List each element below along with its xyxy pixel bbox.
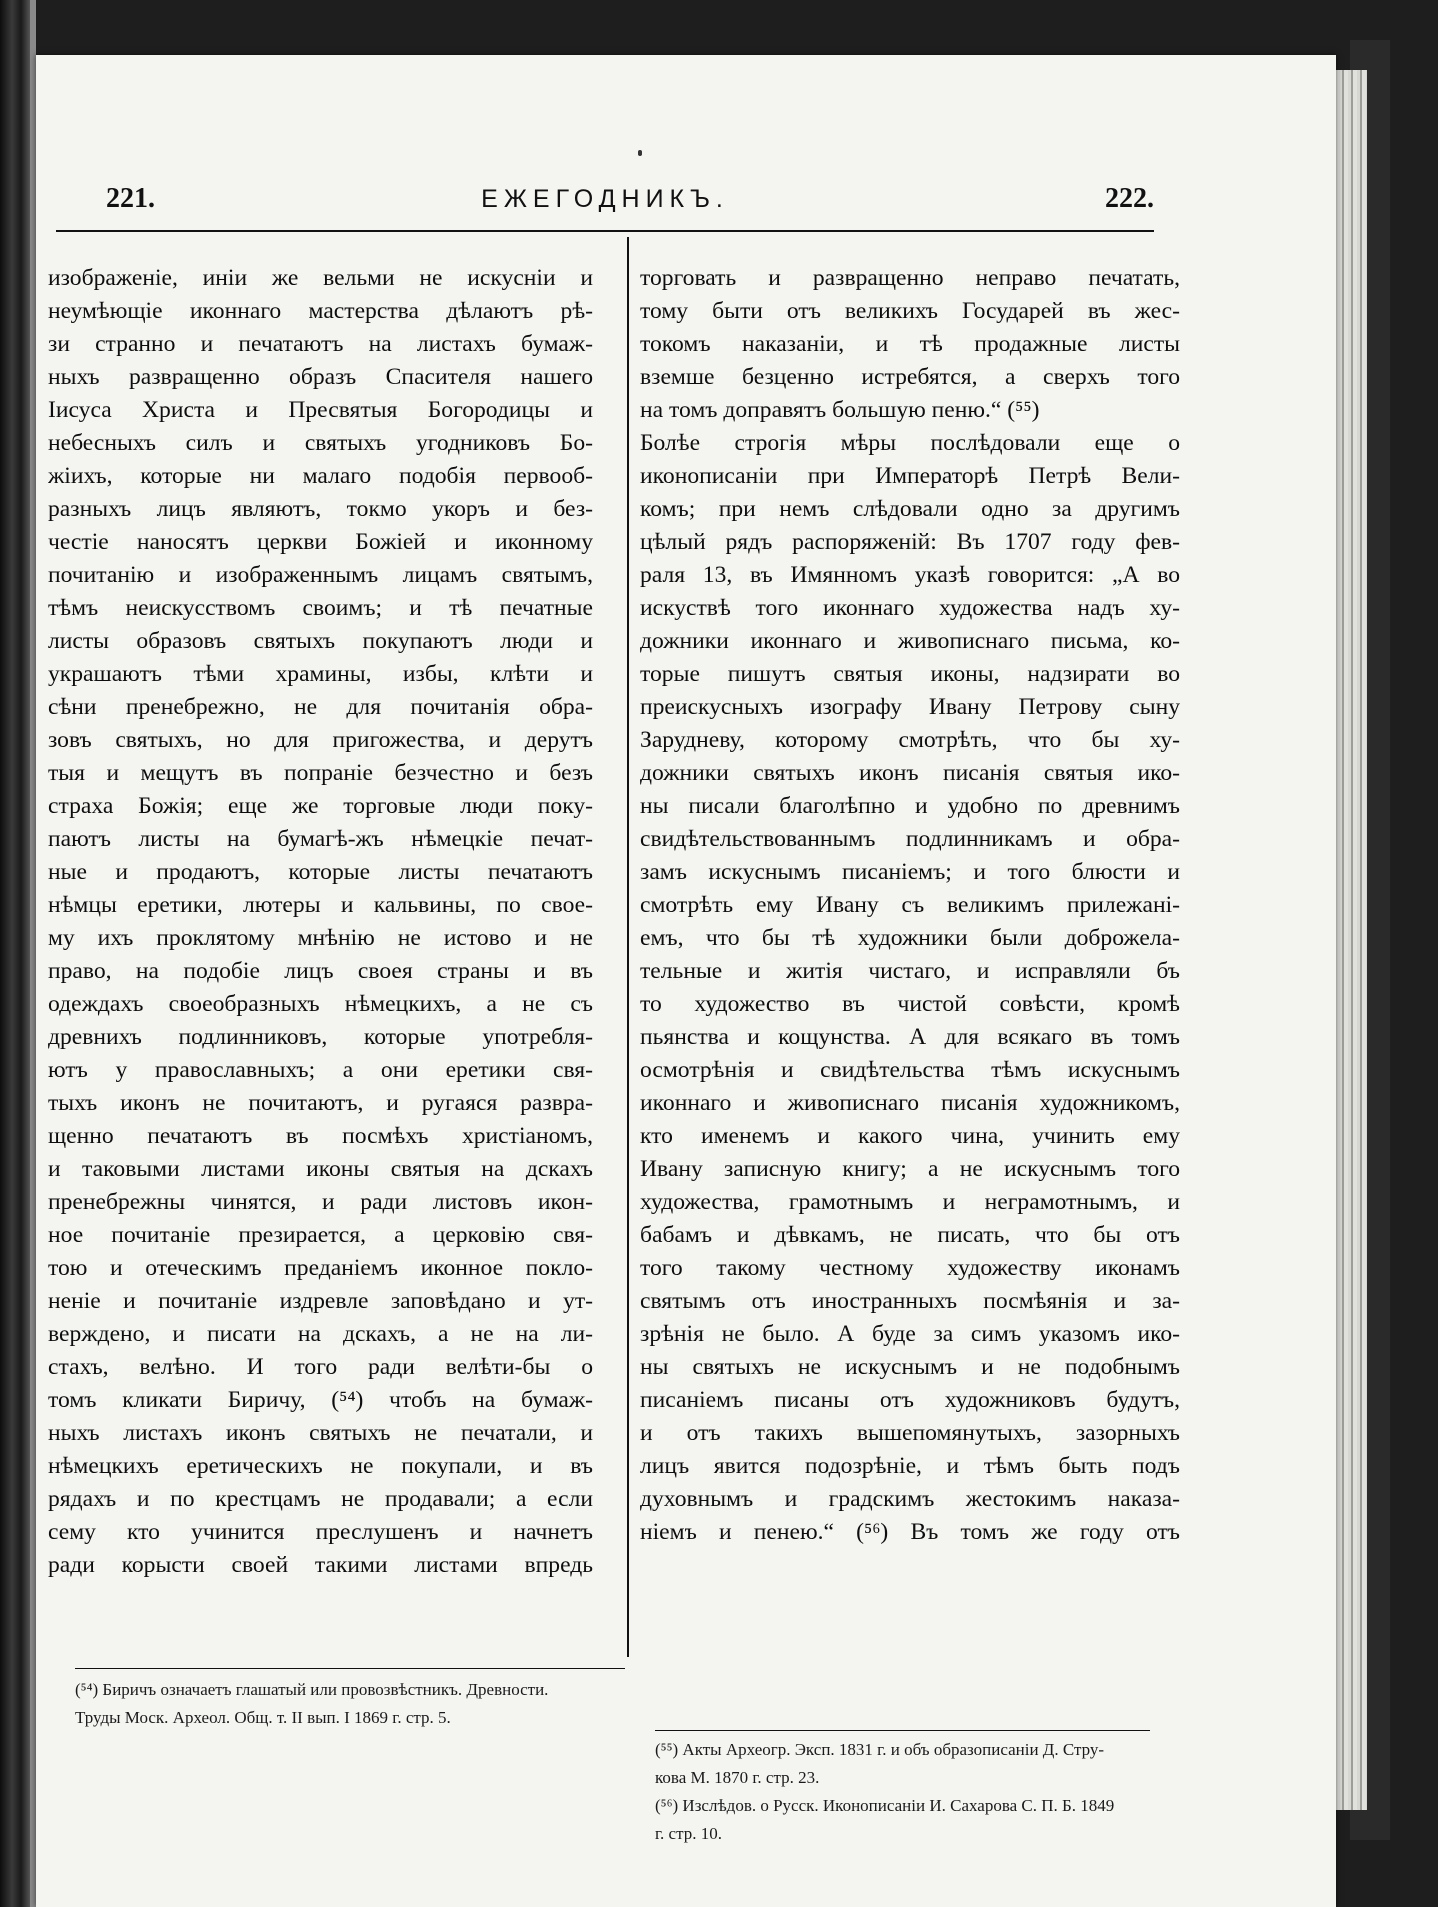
footnote-line: Труды Моск. Археол. Общ. т. II вып. I 1869 г. стр. 5. bbox=[75, 1708, 451, 1727]
left-footnotes bbox=[75, 1676, 640, 1732]
footnote-line: кова М. 1870 г. стр. 23. bbox=[655, 1768, 820, 1787]
text-line: страха Божія; еще же торговые люди поку- bbox=[48, 793, 593, 819]
text-line: кто именемъ и какого чина, учинить ему bbox=[640, 1123, 1180, 1149]
text-line: разныхъ лицъ являютъ, токмо укоръ и без- bbox=[48, 496, 593, 522]
book-spine-shadow bbox=[0, 0, 30, 1907]
text-line: Ивану записную книгу; а не искуснымъ того bbox=[640, 1156, 1180, 1182]
text-line: сему кто учинится преслушенъ и начнетъ bbox=[48, 1519, 593, 1545]
text-line: жіихъ, которые ни малаго подобія первооб- bbox=[48, 463, 593, 489]
text-line: Зарудневу, которому смотрѣть, что бы ху- bbox=[640, 727, 1180, 753]
text-line: емъ, что бы тѣ художники были доброжела- bbox=[640, 925, 1180, 951]
text-line: зрѣнія не было. А буде за симъ указомъ ико- bbox=[640, 1321, 1180, 1347]
text-line: неніе и почитаніе издревле заповѣдано и ут- bbox=[48, 1288, 593, 1314]
text-line: пьянства и кощунства. А для всякаго въ томъ bbox=[640, 1024, 1180, 1050]
text-line: верждено, и писати на дскахъ, а не на ли- bbox=[48, 1321, 593, 1347]
print-mark bbox=[638, 150, 642, 156]
text-line: тому быти отъ великихъ Государей въ жес- bbox=[640, 298, 1180, 324]
text-line: небесныхъ силъ и святыхъ угодниковъ Бо- bbox=[48, 430, 593, 456]
text-line: тыхъ иконъ не почитаютъ, и ругаяся развра- bbox=[48, 1090, 593, 1116]
text-line: пренебрежны чинятся, и ради листовъ икон- bbox=[48, 1189, 593, 1215]
text-line: ное почитаніе презирается, а церковію свя- bbox=[48, 1222, 593, 1248]
text-line: того такому честному художеству иконамъ bbox=[640, 1255, 1180, 1281]
footnote-line: г. стр. 10. bbox=[655, 1824, 722, 1843]
text-line: на томъ доправятъ большую пеню.“ (⁵⁵) bbox=[640, 397, 1040, 423]
text-line: искуствѣ того иконнаго художества надъ ху- bbox=[640, 595, 1180, 621]
text-line: сѣни пренебрежно, не для почитанія обра- bbox=[48, 694, 593, 720]
running-title: ЕЖЕГОДНИКЪ. bbox=[481, 185, 729, 213]
text-line: бабамъ и дѣвкамъ, не писать, что бы отъ bbox=[640, 1222, 1180, 1248]
text-line: художества, грамотнымъ и неграмотнымъ, и bbox=[640, 1189, 1180, 1215]
text-line: и таковыми листами иконы святыя на дскахъ bbox=[48, 1156, 593, 1182]
text-line: комъ; при немъ слѣдовали одно за другимъ bbox=[640, 496, 1180, 522]
text-line: право, на подобіе лицъ своея страны и въ bbox=[48, 958, 593, 984]
text-line: дожники иконнаго и живописнаго письма, ко- bbox=[640, 628, 1180, 654]
right-footnotes bbox=[655, 1736, 1155, 1848]
text-line: ніемъ и пенею.“ (⁵⁶) Въ томъ же году отъ bbox=[640, 1519, 1180, 1545]
left-text-column bbox=[48, 262, 593, 1582]
text-line: святымъ отъ иностранныхъ посмѣянія и за- bbox=[640, 1288, 1180, 1314]
text-line: токомъ наказаніи, и тѣ продажные листы bbox=[640, 331, 1180, 357]
text-line: зовъ святыхъ, но для пригожества, и дерутъ bbox=[48, 727, 593, 753]
text-line: ради корысти своей такими листами впредь bbox=[48, 1552, 593, 1578]
text-line: украшаютъ тѣми храмины, избы, клѣти и bbox=[48, 661, 593, 687]
text-line: честіе наносятъ церкви Божіей и иконному bbox=[48, 529, 593, 555]
text-line: вземше безценно истребятся, а сверхъ того bbox=[640, 364, 1180, 390]
text-line: листы образовъ святыхъ покупаютъ люди и bbox=[48, 628, 593, 654]
text-line: иконнаго и живописнаго писанія художникомъ, bbox=[640, 1090, 1180, 1116]
text-line: изображеніе, иніи же вельми не искусніи и bbox=[48, 265, 593, 291]
right-page-number: 222. bbox=[1105, 183, 1154, 214]
footnote-line: (⁵⁴) Биричъ означаетъ глашатый или провозвѣстникъ. Древности. bbox=[75, 1680, 549, 1699]
text-line: ны писали благолѣпно и удобно по древнимъ bbox=[640, 793, 1180, 819]
text-line: ныхъ листахъ иконъ святыхъ не печатали, и bbox=[48, 1420, 593, 1446]
text-line: духовнымъ и градскимъ жестокимъ наказа- bbox=[640, 1486, 1180, 1512]
text-line: нѣмецкихъ еретическихъ не покупали, и въ bbox=[48, 1453, 593, 1479]
text-line: ютъ у православныхъ; а они еретики свя- bbox=[48, 1057, 593, 1083]
right-text-column bbox=[640, 262, 1180, 1549]
text-line: томъ кликати Биричу, (⁵⁴) чтобъ на бумаж- bbox=[48, 1387, 593, 1413]
text-line: му ихъ проклятому мнѣнію не истово и не bbox=[48, 925, 593, 951]
text-line: смотрѣть ему Ивану съ великимъ прилежані- bbox=[640, 892, 1180, 918]
text-line: и отъ такихъ вышепомянутыхъ, зазорныхъ bbox=[640, 1420, 1180, 1446]
text-line: щенно печатаютъ въ посмѣхъ христіаномъ, bbox=[48, 1123, 593, 1149]
text-line: дожники святыхъ иконъ писанія святыя ико- bbox=[640, 760, 1180, 786]
text-line: иконописаніи при Императорѣ Петрѣ Вели- bbox=[640, 463, 1180, 489]
text-line: то художество въ чистой совѣсти, кромѣ bbox=[640, 991, 1180, 1017]
left-page-number: 221. bbox=[106, 183, 155, 214]
text-line: лицъ явится подозрѣніе, и тѣмъ быть подъ bbox=[640, 1453, 1180, 1479]
text-line: ные и продаютъ, которые листы печатаютъ bbox=[48, 859, 593, 885]
text-line: торговать и развращенно неправо печатать, bbox=[640, 265, 1180, 291]
text-line: рядахъ и по крестцамъ не продавали; а если bbox=[48, 1486, 593, 1512]
footnote-line: (⁵⁶) Изслѣдов. о Русск. Иконописаніи И. Сахарова С. П. Б. 1849 bbox=[655, 1796, 1115, 1815]
running-header bbox=[56, 175, 1154, 232]
text-line: ныхъ развращенно образъ Спасителя нашего bbox=[48, 364, 593, 390]
text-line: свидѣтельствованнымъ подлинникамъ и обра- bbox=[640, 826, 1180, 852]
text-line: стахъ, велѣно. И того ради велѣти-бы о bbox=[48, 1354, 593, 1380]
text-line: тыя и мещутъ въ попраніе безчестно и безъ bbox=[48, 760, 593, 786]
text-line: нѣмцы еретики, лютеры и кальвины, по свое- bbox=[48, 892, 593, 918]
text-line: преискусныхъ изографу Ивану Петрову сыну bbox=[640, 694, 1180, 720]
text-line: Іисуса Христа и Пресвятыя Богородицы и bbox=[48, 397, 593, 423]
right-footnote-rule bbox=[655, 1730, 1150, 1731]
text-line: замъ искуснымъ писаніемъ; и того блюсти и bbox=[640, 859, 1180, 885]
text-line: цѣлый рядъ распоряженій: Въ 1707 году фев- bbox=[640, 529, 1180, 555]
text-line: тѣмъ неискусствомъ своимъ; и тѣ печатные bbox=[48, 595, 593, 621]
text-line: осмотрѣнія и свидѣтельства тѣмъ искуснымъ bbox=[640, 1057, 1180, 1083]
text-line: торые пишутъ святыя иконы, надзирати во bbox=[640, 661, 1180, 687]
text-line: раля 13, въ Имянномъ указѣ говорится: „А во bbox=[640, 562, 1180, 588]
text-line: одеждахъ своеобразныхъ нѣмецкихъ, а не съ bbox=[48, 991, 593, 1017]
text-line: тою и отеческимъ преданіемъ иконное покло- bbox=[48, 1255, 593, 1281]
left-footnote-rule bbox=[75, 1668, 625, 1669]
column-divider bbox=[627, 237, 629, 1657]
text-line: ны святыхъ не искуснымъ и не подобнымъ bbox=[640, 1354, 1180, 1380]
footnote-line: (⁵⁵) Акты Археогр. Эксп. 1831 г. и объ образописаніи Д. Стру- bbox=[655, 1740, 1105, 1759]
text-line: неумѣющіе иконнаго мастерства дѣлаютъ рѣ- bbox=[48, 298, 593, 324]
text-line: древнихъ подлинниковъ, которые употребля- bbox=[48, 1024, 593, 1050]
text-line: зи странно и печатаютъ на листахъ бумаж- bbox=[48, 331, 593, 357]
text-line: почитанію и изображеннымъ лицамъ святымъ, bbox=[48, 562, 593, 588]
text-line: Болѣе строгія мѣры послѣдовали еще о bbox=[640, 430, 1180, 456]
text-line: тельные и житія чистаго, и исправляли бъ bbox=[640, 958, 1180, 984]
text-line: писаніемъ писаны отъ художниковъ будутъ, bbox=[640, 1387, 1180, 1413]
text-line: паютъ листы на бумагѣ-жъ нѣмецкіе печат- bbox=[48, 826, 593, 852]
